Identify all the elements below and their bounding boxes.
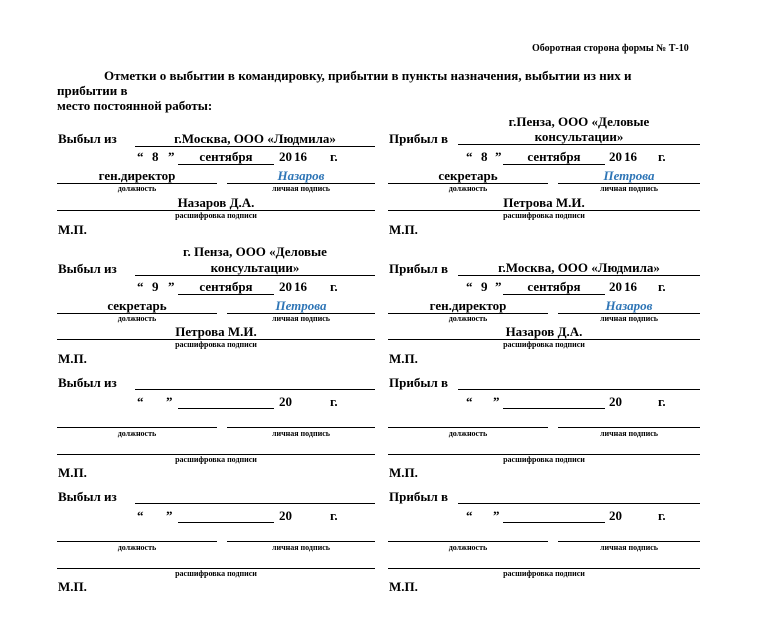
departure-place-field[interactable] [135,389,375,390]
decode-caption: расшифровка подписи [175,569,257,578]
stamp-label: М.П. [389,351,418,366]
departure-day: 9 [152,279,159,294]
year-suffix: г. [658,149,666,164]
form-title-line1: Отметки о выбытии в командировку, прибытии в пункты назначения, выбытии из них и [104,68,632,83]
decode-caption: расшифровка подписи [503,569,585,578]
year-suffix: г. [330,149,338,164]
signer-name: Назаров Д.А. [177,195,255,210]
departure-place-line1: г. Пенза, ООО «Деловые [183,244,327,259]
quote-open: “ [137,149,144,164]
year-suffix: г. [658,508,666,523]
year-suffix: г. [330,394,338,409]
year-prefix: 20 [279,508,292,523]
position-caption: должность [117,543,157,552]
departed-label: Выбыл из [58,489,117,504]
quote-open: “ [466,508,473,523]
arrival-month: сентября [527,279,581,294]
signer-name: Петрова М.И. [175,324,257,339]
form-side-label: Оборотная сторона формы № Т-10 [532,43,689,54]
arrived-label: Прибыл в [389,131,449,146]
departure-year: 16 [294,279,307,294]
year-prefix: 20 [279,394,292,409]
signer-name: Назаров Д.А. [505,324,583,339]
signer-name: Петрова М.И. [503,195,585,210]
signature-caption: личная подпись [272,314,330,323]
position-caption: должность [448,184,488,193]
departure-year: 16 [294,149,307,164]
position-caption: должность [117,429,157,438]
departure-place: г.Москва, ООО «Людмила» [174,131,336,146]
position-field[interactable] [57,541,217,542]
signature-caption: личная подпись [600,429,658,438]
position-caption: должность [448,543,488,552]
departed-label: Выбыл из [58,131,117,146]
arrival-month-field[interactable] [503,522,605,523]
arrival-place: г.Москва, ООО «Людмила» [498,260,660,275]
quote-close: ” [168,149,175,164]
quote-open: “ [466,149,473,164]
year-prefix: 20 [609,394,622,409]
year-prefix: 20 [609,149,622,164]
form-title-line2: прибытии в [57,83,128,98]
arrived-label: Прибыл в [389,489,449,504]
stamp-label: М.П. [389,222,418,237]
year-suffix: г. [658,394,666,409]
departure-day: 8 [152,149,159,164]
stamp-label: М.П. [58,222,87,237]
signature-field[interactable] [558,541,700,542]
stamp-label: М.П. [58,465,87,480]
position-caption: должность [117,314,157,323]
departed-label: Выбыл из [58,261,117,276]
position-caption: должность [448,314,488,323]
arrival-year: 16 [624,149,637,164]
quote-open: “ [137,279,144,294]
arrived-label: Прибыл в [389,261,449,276]
signature-value: Назаров [605,298,653,313]
form-title-line3: место постоянной работы: [57,98,213,113]
signature-caption: личная подпись [272,429,330,438]
decode-caption: расшифровка подписи [175,340,257,349]
departure-month-field[interactable] [178,522,274,523]
signature-caption: личная подпись [272,543,330,552]
decode-caption: расшифровка подписи [503,340,585,349]
departure-month-field[interactable] [178,408,274,409]
stamp-label: М.П. [58,351,87,366]
quote-close: ” [166,508,173,523]
arrival-month: сентября [527,149,581,164]
departure-place-line2: консультации» [210,260,300,275]
quote-open: “ [137,508,144,523]
quote-close: ” [495,149,502,164]
year-prefix: 20 [279,279,292,294]
arrival-place-field[interactable] [458,503,700,504]
signature-field[interactable] [227,541,375,542]
signature-caption: личная подпись [600,543,658,552]
stamp-label: М.П. [389,465,418,480]
position-value: секретарь [107,298,167,313]
signature-caption: личная подпись [600,314,658,323]
signature-field[interactable] [227,427,375,428]
signature-value: Петрова [603,168,655,183]
signature-caption: личная подпись [272,184,330,193]
year-prefix: 20 [279,149,292,164]
arrival-month-field[interactable] [503,408,605,409]
year-prefix: 20 [609,508,622,523]
arrival-day: 9 [481,279,488,294]
stamp-label: М.П. [389,579,418,594]
position-field[interactable] [388,427,548,428]
departure-place-field[interactable] [135,503,375,504]
decode-caption: расшифровка подписи [175,455,257,464]
signature-value: Петрова [275,298,327,313]
departure-month: сентября [199,149,253,164]
signature-caption: личная подпись [600,184,658,193]
year-suffix: г. [658,279,666,294]
arrival-place-field[interactable] [458,389,700,390]
quote-open: “ [466,394,473,409]
quote-open: “ [137,394,144,409]
arrival-place-line2: консультации» [534,129,624,144]
quote-close: ” [493,394,500,409]
departed-label: Выбыл из [58,375,117,390]
quote-close: ” [495,279,502,294]
year-suffix: г. [330,279,338,294]
quote-close: ” [493,508,500,523]
quote-close: ” [166,394,173,409]
decode-caption: расшифровка подписи [503,211,585,220]
signature-field[interactable] [558,427,700,428]
arrived-label: Прибыл в [389,375,449,390]
position-value: секретарь [438,168,498,183]
position-caption: должность [448,429,488,438]
departure-month: сентября [199,279,253,294]
arrival-year: 16 [624,279,637,294]
year-suffix: г. [330,508,338,523]
position-field[interactable] [388,541,548,542]
position-value: ген.директор [98,168,176,183]
position-value: ген.директор [429,298,507,313]
signature-value: Назаров [277,168,325,183]
quote-open: “ [466,279,473,294]
year-prefix: 20 [609,279,622,294]
quote-close: ” [168,279,175,294]
position-caption: должность [117,184,157,193]
stamp-label: М.П. [58,579,87,594]
decode-caption: расшифровка подписи [503,455,585,464]
arrival-day: 8 [481,149,488,164]
position-field[interactable] [57,427,217,428]
arrival-place-line1: г.Пенза, ООО «Деловые [508,114,650,129]
decode-caption: расшифровка подписи [175,211,257,220]
